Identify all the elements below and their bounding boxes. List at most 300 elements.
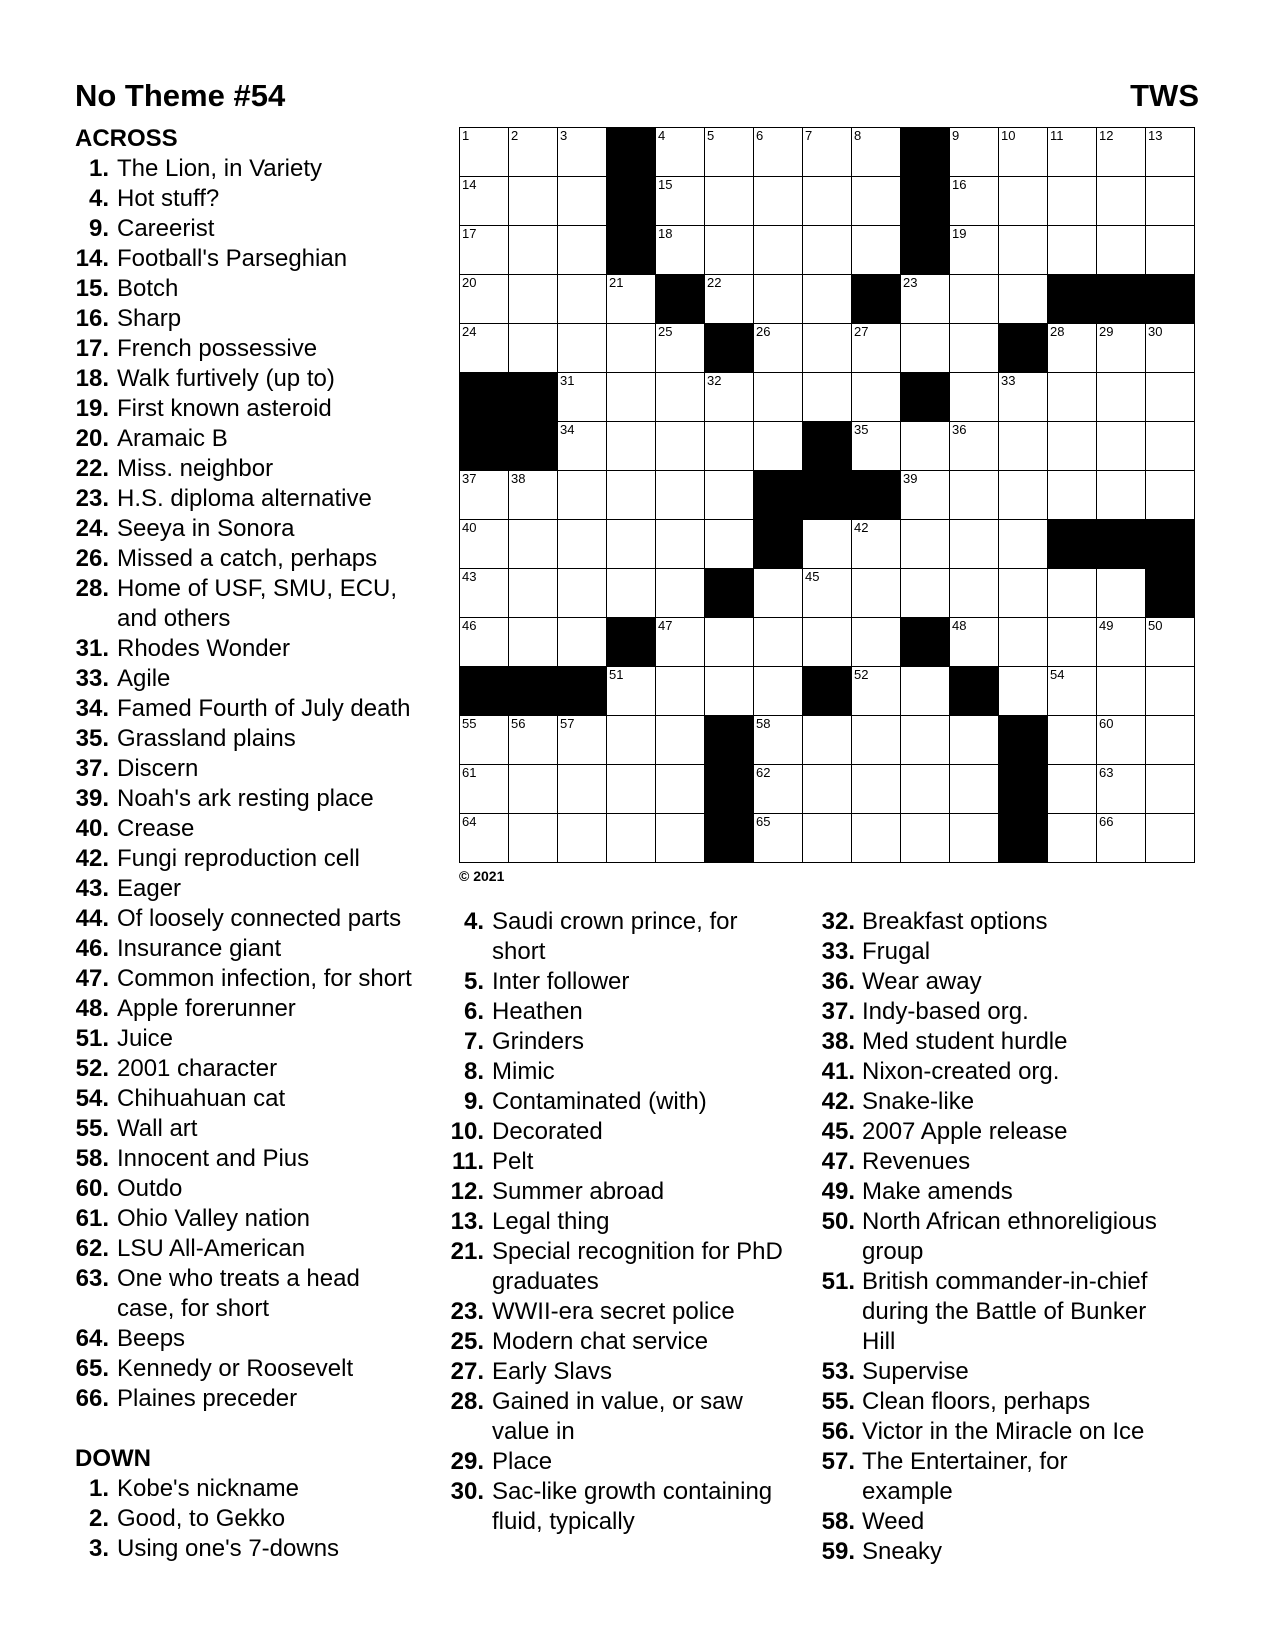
clue-text: British commander-in-chief <box>862 1268 1148 1295</box>
grid-cell[interactable] <box>901 471 950 520</box>
grid-cell[interactable] <box>1048 177 1097 226</box>
grid-cell[interactable] <box>558 471 607 520</box>
grid-cell[interactable] <box>950 814 999 863</box>
clue-number: 8. <box>463 1058 484 1085</box>
cell-number: 3 <box>560 128 568 143</box>
clue-item <box>815 1357 1215 1387</box>
grid-cell[interactable] <box>950 520 999 569</box>
grid-cell[interactable] <box>754 324 803 373</box>
grid-cell[interactable] <box>558 520 607 569</box>
clue-number: 1. <box>88 1475 109 1502</box>
grid-cell[interactable] <box>803 128 852 177</box>
clue-text: Sneaky <box>862 1538 943 1565</box>
clue-number: 47. <box>75 965 109 992</box>
cell-number: 11 <box>1050 128 1064 143</box>
grid-cell[interactable] <box>901 765 950 814</box>
down-clue-list-part-2 <box>450 907 820 1537</box>
grid-cell[interactable] <box>999 128 1048 177</box>
grid-cell[interactable] <box>1097 226 1146 275</box>
clue-number: 20. <box>75 425 109 452</box>
grid-cell[interactable] <box>950 716 999 765</box>
grid-cell[interactable] <box>754 618 803 667</box>
clue-number: 10. <box>450 1118 484 1145</box>
grid-cell[interactable] <box>705 177 754 226</box>
grid-cell[interactable] <box>460 275 509 324</box>
clue-number: 18. <box>75 365 109 392</box>
grid-cell[interactable] <box>950 275 999 324</box>
grid-cell[interactable] <box>803 716 852 765</box>
grid-block <box>803 471 852 520</box>
grid-block <box>999 716 1048 765</box>
grid-cell[interactable] <box>1048 765 1097 814</box>
clue-item <box>75 274 445 304</box>
grid-cell[interactable] <box>901 275 950 324</box>
clue-text: Beeps <box>117 1325 186 1352</box>
grid-cell[interactable] <box>754 716 803 765</box>
grid-cell[interactable] <box>607 569 656 618</box>
grid-cell[interactable] <box>852 618 901 667</box>
grid-cell[interactable] <box>1146 667 1195 716</box>
clue-text: Mimic <box>492 1058 555 1085</box>
grid-cell[interactable] <box>509 569 558 618</box>
grid-cell[interactable] <box>852 667 901 716</box>
grid-cell[interactable] <box>705 275 754 324</box>
grid-cell[interactable] <box>1146 422 1195 471</box>
grid-cell[interactable] <box>803 275 852 324</box>
grid-cell[interactable] <box>1146 471 1195 520</box>
grid-cell[interactable] <box>1048 373 1097 422</box>
clue-text: Apple forerunner <box>117 995 296 1022</box>
grid-cell[interactable] <box>656 422 705 471</box>
grid-cell[interactable] <box>852 373 901 422</box>
grid-cell[interactable] <box>901 814 950 863</box>
clue-item <box>75 514 445 544</box>
clue-text: Discern <box>117 755 199 782</box>
grid-cell[interactable] <box>460 471 509 520</box>
grid-cell[interactable] <box>558 569 607 618</box>
grid-cell[interactable] <box>558 128 607 177</box>
clue-text: Botch <box>117 275 179 302</box>
clue-text: Crease <box>117 815 195 842</box>
clue-text: The Entertainer, for <box>862 1448 1068 1475</box>
clue-number: 12. <box>450 1178 484 1205</box>
grid-cell[interactable] <box>999 373 1048 422</box>
grid-cell[interactable] <box>656 324 705 373</box>
grid-cell[interactable] <box>1097 128 1146 177</box>
across-heading: ACROSS <box>75 125 178 152</box>
grid-block <box>1048 275 1097 324</box>
grid-cell[interactable] <box>803 373 852 422</box>
grid-cell[interactable] <box>656 618 705 667</box>
grid-cell[interactable] <box>460 716 509 765</box>
clue-column-1 <box>75 124 445 1564</box>
grid-cell[interactable] <box>852 814 901 863</box>
grid-block <box>509 373 558 422</box>
grid-cell[interactable] <box>558 618 607 667</box>
clue-text: Revenues <box>862 1148 971 1175</box>
clue-text: Med student hurdle <box>862 1028 1068 1055</box>
grid-cell[interactable] <box>999 275 1048 324</box>
grid-cell[interactable] <box>656 716 705 765</box>
clue-text: Nixon-created org. <box>862 1058 1060 1085</box>
down-heading: DOWN <box>75 1445 151 1472</box>
grid-block <box>852 471 901 520</box>
clue-item <box>75 394 445 424</box>
grid-cell[interactable] <box>754 373 803 422</box>
grid-cell[interactable] <box>852 422 901 471</box>
grid-cell[interactable] <box>1048 226 1097 275</box>
grid-cell[interactable] <box>656 765 705 814</box>
grid-cell[interactable] <box>901 422 950 471</box>
grid-cell[interactable] <box>852 765 901 814</box>
cell-number: 32 <box>707 373 722 388</box>
grid-cell[interactable] <box>705 373 754 422</box>
grid-cell[interactable] <box>1048 814 1097 863</box>
grid-cell[interactable] <box>509 716 558 765</box>
clue-item <box>75 1234 445 1264</box>
grid-cell[interactable] <box>754 128 803 177</box>
grid-cell[interactable] <box>558 765 607 814</box>
grid-cell[interactable] <box>754 177 803 226</box>
grid-cell[interactable] <box>607 373 656 422</box>
grid-cell[interactable] <box>1097 471 1146 520</box>
grid-cell[interactable] <box>901 569 950 618</box>
grid-block <box>1097 275 1146 324</box>
grid-cell[interactable] <box>558 814 607 863</box>
grid-cell[interactable] <box>803 324 852 373</box>
clue-item <box>450 1387 820 1447</box>
grid-cell[interactable] <box>999 422 1048 471</box>
grid-cell[interactable] <box>1097 422 1146 471</box>
grid-cell[interactable] <box>656 569 705 618</box>
cell-number: 50 <box>1148 618 1163 633</box>
grid-cell[interactable] <box>705 422 754 471</box>
grid-cell[interactable] <box>656 471 705 520</box>
grid-cell[interactable] <box>1048 422 1097 471</box>
grid-cell[interactable] <box>460 128 509 177</box>
grid-block <box>1146 569 1195 618</box>
clue-number: 2. <box>88 1505 109 1532</box>
grid-cell[interactable] <box>1097 569 1146 618</box>
grid-cell[interactable] <box>1146 716 1195 765</box>
clue-text: Grassland plains <box>117 725 296 752</box>
grid-cell[interactable] <box>705 128 754 177</box>
cell-number: 40 <box>462 520 477 535</box>
clue-item <box>450 1357 820 1387</box>
cell-number: 58 <box>756 716 771 731</box>
grid-cell[interactable] <box>754 667 803 716</box>
clue-number: 46. <box>75 935 109 962</box>
grid-cell[interactable] <box>656 814 705 863</box>
cell-number: 8 <box>854 128 862 143</box>
grid-cell[interactable] <box>901 716 950 765</box>
grid-cell[interactable] <box>705 618 754 667</box>
clue-text: Heathen <box>492 998 583 1025</box>
grid-cell[interactable] <box>803 569 852 618</box>
clue-text: Weed <box>862 1508 925 1535</box>
grid-cell[interactable] <box>754 814 803 863</box>
grid-cell[interactable] <box>803 765 852 814</box>
grid-cell[interactable] <box>852 716 901 765</box>
grid-cell[interactable] <box>1097 667 1146 716</box>
grid-cell[interactable] <box>1097 324 1146 373</box>
grid-cell[interactable] <box>607 324 656 373</box>
clue-text: Wear away <box>862 968 982 995</box>
clue-item <box>75 304 445 334</box>
grid-cell[interactable] <box>558 226 607 275</box>
clue-number: 13. <box>450 1208 484 1235</box>
cell-number: 13 <box>1148 128 1163 143</box>
grid-cell[interactable] <box>999 471 1048 520</box>
clue-text: Plaines preceder <box>117 1385 298 1412</box>
clue-number: 45. <box>821 1118 855 1145</box>
grid-cell[interactable] <box>607 275 656 324</box>
grid-cell[interactable] <box>1097 177 1146 226</box>
grid-cell[interactable] <box>1048 128 1097 177</box>
grid-cell[interactable] <box>803 177 852 226</box>
grid-cell[interactable] <box>705 667 754 716</box>
grid-cell[interactable] <box>656 373 705 422</box>
cell-number: 29 <box>1099 324 1114 339</box>
cell-number: 24 <box>462 324 477 339</box>
clue-text: Fungi reproduction cell <box>117 845 360 872</box>
grid-cell[interactable] <box>1146 765 1195 814</box>
grid-cell[interactable] <box>1097 716 1146 765</box>
cell-number: 57 <box>560 716 575 731</box>
grid-cell[interactable] <box>1097 814 1146 863</box>
clue-number: 3. <box>88 1535 109 1562</box>
grid-cell[interactable] <box>950 422 999 471</box>
clue-item <box>450 907 820 967</box>
clue-number: 23. <box>450 1298 484 1325</box>
grid-block <box>705 324 754 373</box>
cell-number: 15 <box>658 177 673 192</box>
clue-item <box>75 484 445 514</box>
grid-cell[interactable] <box>460 177 509 226</box>
cell-number: 20 <box>462 275 477 290</box>
clue-item <box>450 1477 820 1537</box>
grid-cell[interactable] <box>999 569 1048 618</box>
grid-cell[interactable] <box>999 667 1048 716</box>
clue-text: One who treats a head <box>117 1265 360 1292</box>
clue-text: Sharp <box>117 305 182 332</box>
copyright-notice: © 2021 <box>459 868 505 884</box>
grid-cell[interactable] <box>1048 716 1097 765</box>
grid-cell[interactable] <box>1048 569 1097 618</box>
grid-cell[interactable] <box>509 520 558 569</box>
grid-cell[interactable] <box>460 765 509 814</box>
grid-cell[interactable] <box>901 667 950 716</box>
cell-number: 62 <box>756 765 771 780</box>
grid-cell[interactable] <box>950 471 999 520</box>
grid-cell[interactable] <box>754 275 803 324</box>
clue-item <box>815 1207 1215 1267</box>
grid-cell[interactable] <box>509 275 558 324</box>
grid-cell[interactable] <box>460 569 509 618</box>
grid-cell[interactable] <box>656 520 705 569</box>
clue-number: 55. <box>821 1388 855 1415</box>
grid-cell[interactable] <box>558 275 607 324</box>
clue-number: 60. <box>75 1175 109 1202</box>
grid-cell[interactable] <box>1097 765 1146 814</box>
grid-cell[interactable] <box>999 618 1048 667</box>
grid-cell[interactable] <box>558 324 607 373</box>
grid-cell[interactable] <box>803 814 852 863</box>
clue-number: 9. <box>463 1088 484 1115</box>
grid-cell[interactable] <box>1097 373 1146 422</box>
grid-cell[interactable] <box>803 226 852 275</box>
grid-cell[interactable] <box>656 226 705 275</box>
grid-cell[interactable] <box>460 226 509 275</box>
grid-cell[interactable] <box>558 716 607 765</box>
grid-cell[interactable] <box>656 667 705 716</box>
clue-number: 42. <box>75 845 109 872</box>
grid-cell[interactable] <box>460 324 509 373</box>
grid-cell[interactable] <box>705 226 754 275</box>
cell-number: 46 <box>462 618 477 633</box>
grid-cell[interactable] <box>1097 618 1146 667</box>
clue-number: 4. <box>88 185 109 212</box>
cell-number: 26 <box>756 324 771 339</box>
clue-column-2 <box>450 907 820 1537</box>
grid-cell[interactable] <box>754 569 803 618</box>
grid-cell[interactable] <box>705 520 754 569</box>
grid-cell[interactable] <box>607 716 656 765</box>
grid-cell[interactable] <box>901 324 950 373</box>
grid-cell[interactable] <box>852 177 901 226</box>
clue-item <box>75 334 445 364</box>
grid-cell[interactable] <box>705 471 754 520</box>
grid-cell[interactable] <box>999 226 1048 275</box>
clue-number: 9. <box>88 215 109 242</box>
grid-cell[interactable] <box>509 618 558 667</box>
grid-cell[interactable] <box>803 520 852 569</box>
clue-number: 27. <box>450 1358 484 1385</box>
grid-cell[interactable] <box>509 765 558 814</box>
grid-cell[interactable] <box>607 667 656 716</box>
grid-cell[interactable] <box>509 226 558 275</box>
clue-text: graduates <box>492 1268 599 1295</box>
grid-cell[interactable] <box>509 128 558 177</box>
grid-cell[interactable] <box>509 814 558 863</box>
grid-cell[interactable] <box>509 324 558 373</box>
grid-cell[interactable] <box>1146 373 1195 422</box>
grid-cell[interactable] <box>950 177 999 226</box>
grid-cell[interactable] <box>460 814 509 863</box>
grid-cell[interactable] <box>754 226 803 275</box>
down-clue-list-part-3 <box>815 907 1215 1567</box>
grid-cell[interactable] <box>950 128 999 177</box>
grid-cell[interactable] <box>509 471 558 520</box>
clue-text: Indy-based org. <box>862 998 1029 1025</box>
clue-item <box>815 1447 1215 1507</box>
grid-cell[interactable] <box>950 765 999 814</box>
clue-item <box>75 1204 445 1234</box>
grid-cell[interactable] <box>460 520 509 569</box>
grid-cell[interactable] <box>656 177 705 226</box>
clue-text: Special recognition for PhD <box>492 1238 783 1265</box>
grid-cell[interactable] <box>950 373 999 422</box>
grid-cell[interactable] <box>607 520 656 569</box>
grid-cell[interactable] <box>1048 471 1097 520</box>
clue-number: 16. <box>75 305 109 332</box>
clue-text: Missed a catch, perhaps <box>117 545 378 572</box>
grid-cell[interactable] <box>901 520 950 569</box>
cell-number: 39 <box>903 471 918 486</box>
clue-number: 37. <box>75 755 109 782</box>
clue-item <box>75 994 445 1024</box>
grid-cell[interactable] <box>852 226 901 275</box>
grid-cell[interactable] <box>558 373 607 422</box>
grid-cell[interactable] <box>950 324 999 373</box>
grid-cell[interactable] <box>852 569 901 618</box>
grid-cell[interactable] <box>607 422 656 471</box>
grid-cell[interactable] <box>754 422 803 471</box>
clue-number: 37. <box>821 998 855 1025</box>
grid-cell[interactable] <box>1048 618 1097 667</box>
clue-number: 6. <box>463 998 484 1025</box>
grid-cell[interactable] <box>950 226 999 275</box>
grid-cell[interactable] <box>460 618 509 667</box>
clue-item <box>75 154 445 184</box>
grid-cell[interactable] <box>1048 324 1097 373</box>
grid-cell[interactable] <box>1146 226 1195 275</box>
clue-item <box>450 1237 820 1297</box>
grid-cell[interactable] <box>1146 128 1195 177</box>
grid-cell[interactable] <box>1146 324 1195 373</box>
clue-text: Of loosely connected parts <box>117 905 402 932</box>
grid-cell[interactable] <box>1048 667 1097 716</box>
grid-cell[interactable] <box>999 520 1048 569</box>
clue-item <box>450 1057 820 1087</box>
grid-cell[interactable] <box>999 177 1048 226</box>
grid-cell[interactable] <box>950 618 999 667</box>
grid-block <box>705 569 754 618</box>
clue-item <box>75 814 445 844</box>
grid-cell[interactable] <box>754 765 803 814</box>
clue-item <box>815 1087 1215 1117</box>
grid-cell[interactable] <box>558 177 607 226</box>
grid-cell[interactable] <box>607 814 656 863</box>
cell-number: 63 <box>1099 765 1114 780</box>
grid-cell[interactable] <box>509 177 558 226</box>
grid-cell[interactable] <box>1146 618 1195 667</box>
grid-cell[interactable] <box>803 618 852 667</box>
grid-block <box>1097 520 1146 569</box>
grid-cell[interactable] <box>656 128 705 177</box>
grid-cell[interactable] <box>1146 814 1195 863</box>
clue-item <box>75 1534 445 1564</box>
grid-cell[interactable] <box>607 765 656 814</box>
grid-cell[interactable] <box>607 471 656 520</box>
cell-number: 37 <box>462 471 477 486</box>
clue-text: example <box>862 1478 953 1505</box>
clue-text: French possessive <box>117 335 318 362</box>
clue-item <box>75 244 445 274</box>
clue-number: 28. <box>75 575 109 602</box>
clue-item <box>815 1537 1215 1567</box>
clue-text: 2007 Apple release <box>862 1118 1068 1145</box>
grid-cell[interactable] <box>1146 177 1195 226</box>
grid-cell[interactable] <box>852 520 901 569</box>
clue-item <box>450 1087 820 1117</box>
grid-cell[interactable] <box>852 128 901 177</box>
grid-cell[interactable] <box>558 422 607 471</box>
clue-text: group <box>862 1238 924 1265</box>
grid-cell[interactable] <box>950 569 999 618</box>
grid-cell[interactable] <box>852 324 901 373</box>
grid-block <box>950 667 999 716</box>
